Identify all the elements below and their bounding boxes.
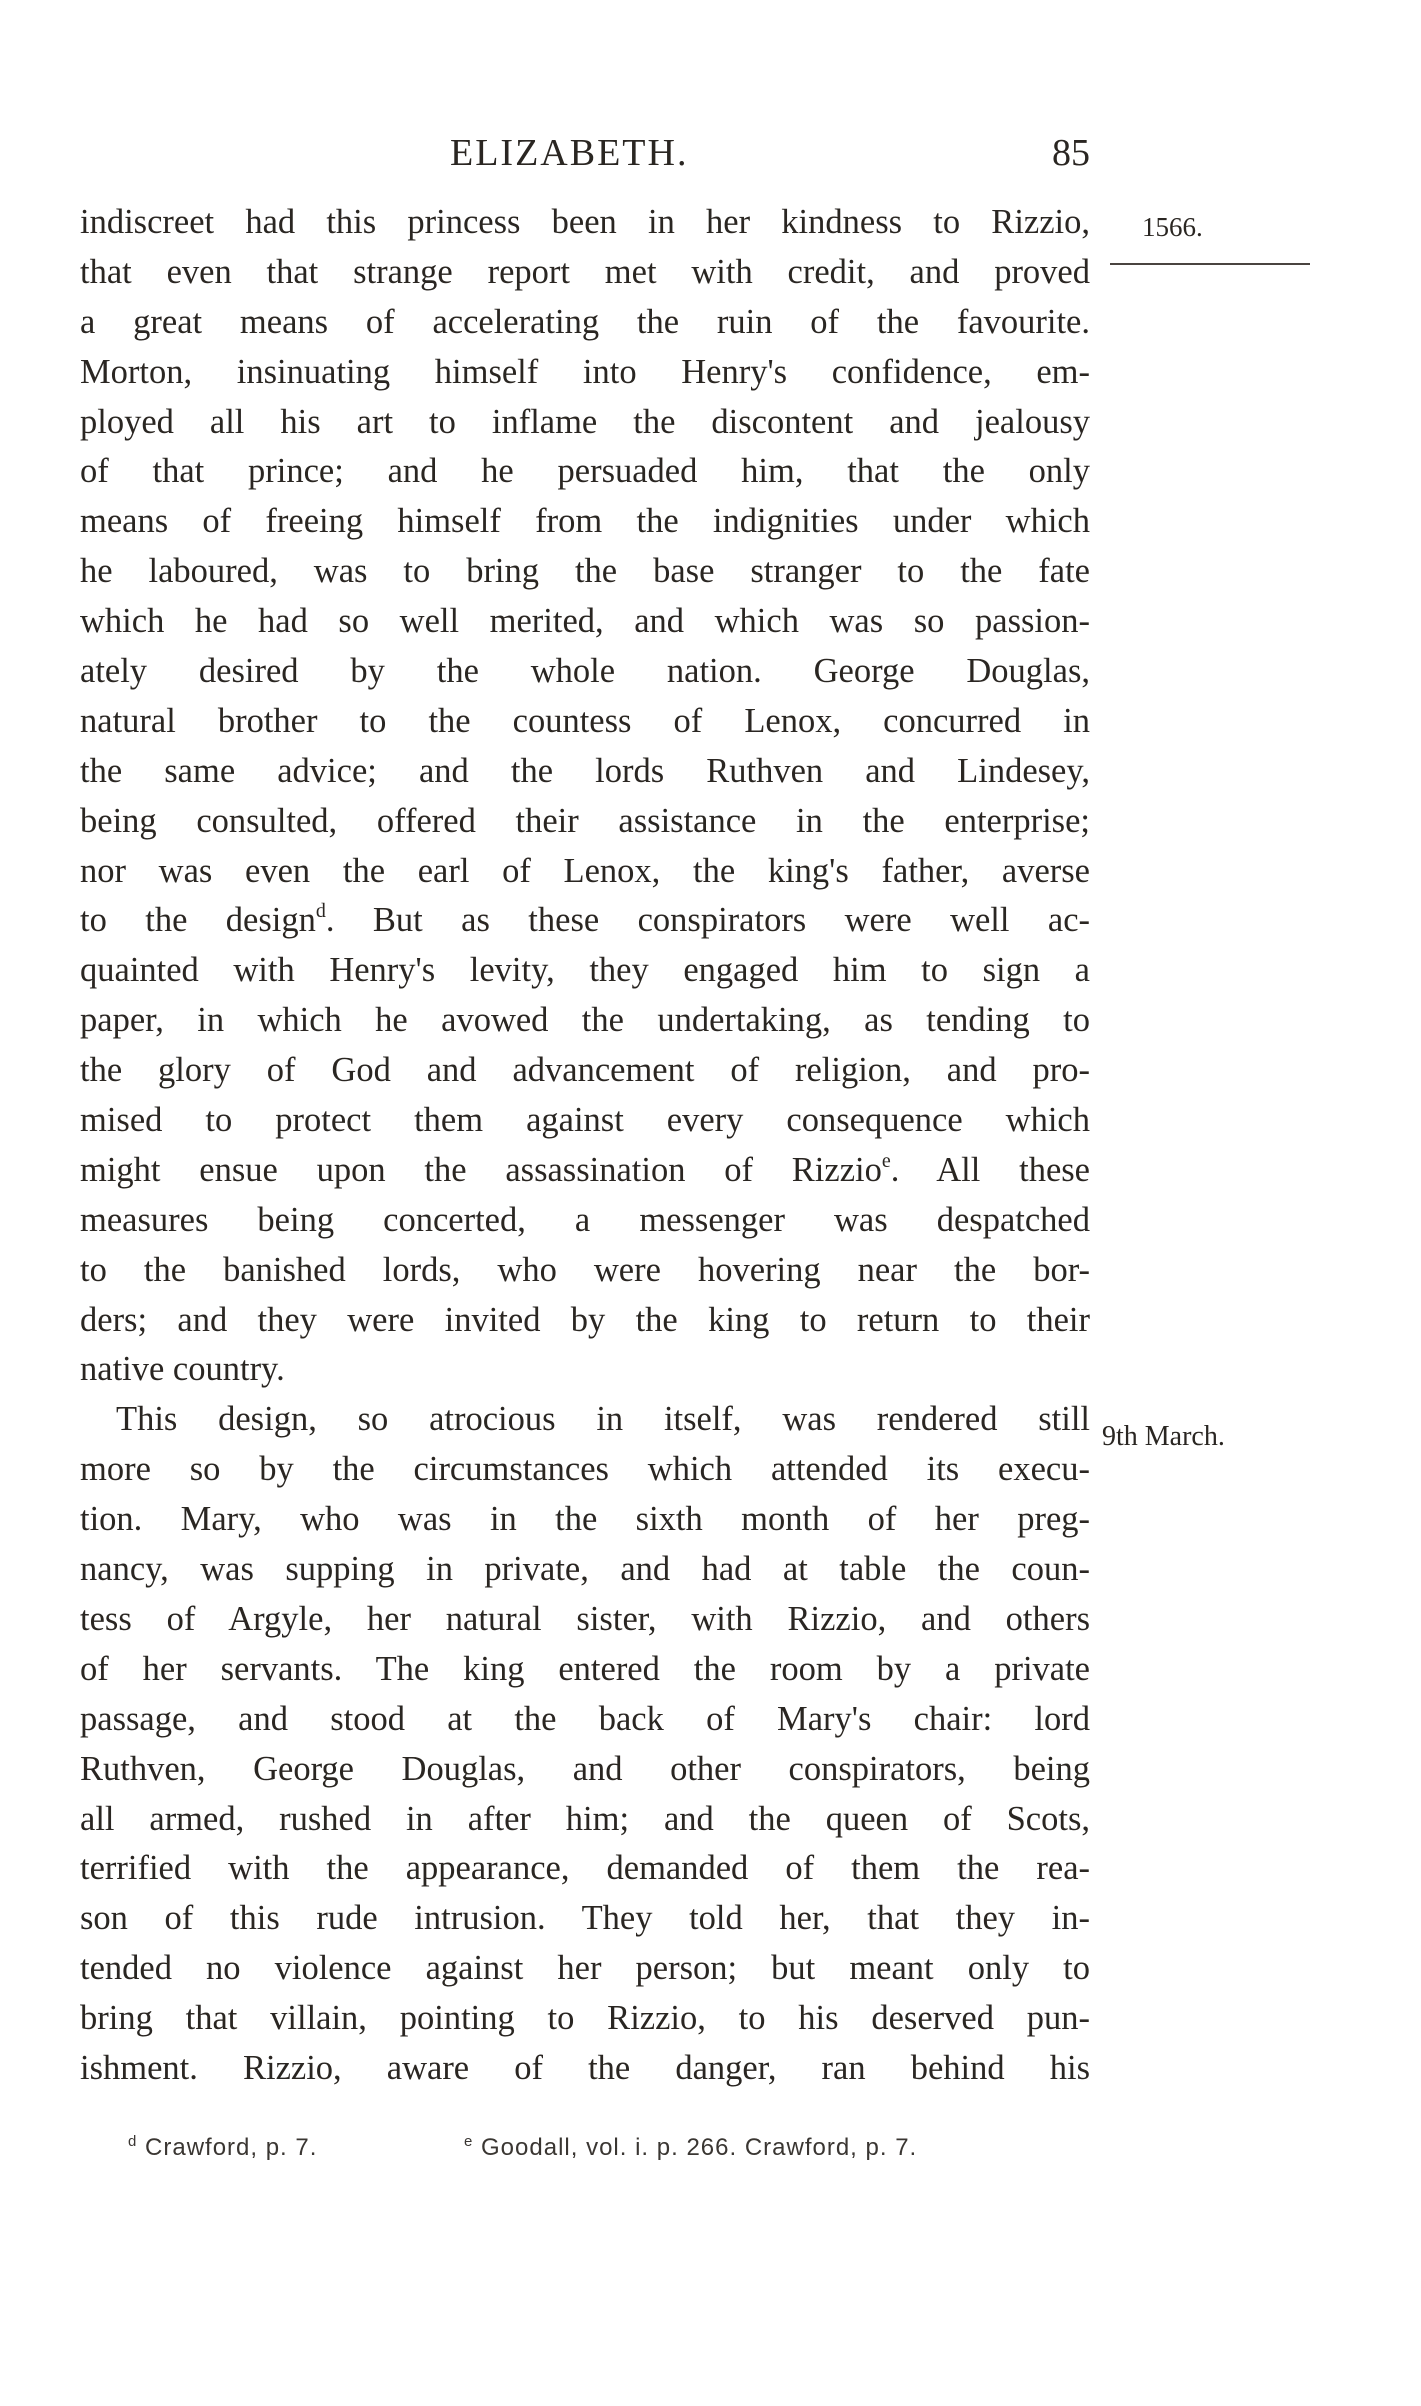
- text-segment: . All these: [890, 1150, 1090, 1189]
- running-title: ELIZABETH.: [450, 132, 689, 174]
- text-line: ders; and they were invited by the king to return to their: [80, 1300, 1090, 1339]
- text-line: the same advice; and the lords Ruthven and Lindesey,: [80, 751, 1090, 790]
- text-segment: to the design: [80, 901, 316, 940]
- page-number: 85: [1052, 132, 1090, 174]
- body-text: [80, 198, 1090, 2094]
- text-line: mised to protect them against every consequence which: [80, 1101, 1090, 1140]
- text-line: being consulted, offered their assistance in the enterprise;: [80, 801, 1090, 840]
- text-line: son of this rude intrusion. They told her, that they in-: [80, 1899, 1090, 1938]
- text-line: the glory of God and advancement of religion, and pro-: [80, 1051, 1090, 1090]
- margin-note-date: 9th March.: [1102, 1421, 1225, 1452]
- text-line: of her servants. The king entered the room by a private: [80, 1649, 1090, 1688]
- text-line: nor was even the earl of Lenox, the king's father, averse: [80, 851, 1090, 890]
- text-line: ployed all his art to inflame the discontent and jealousy: [80, 402, 1090, 441]
- text-line: quainted with Henry's levity, they engaged him to sign a: [80, 951, 1090, 990]
- text-line: means of freeing himself from the indignities under which: [80, 502, 1090, 541]
- text-segment: . But as these conspirators were well ac-: [325, 901, 1090, 940]
- text-line: passage, and stood at the back of Mary's chair: lord: [80, 1699, 1090, 1738]
- text-segment: might ensue upon the assassination of Rizzio: [80, 1150, 882, 1189]
- margin-rule: [1110, 263, 1310, 265]
- text-line: natural brother to the countess of Lenox, concurred in: [80, 701, 1090, 740]
- footnote-d: [128, 2134, 317, 2162]
- text-line: more so by the circumstances which attended its execu-: [80, 1450, 1090, 1489]
- text-line: he laboured, was to bring the base stranger to the fate: [80, 552, 1090, 591]
- text-line: tended no violence against her person; but meant only to: [80, 1949, 1090, 1988]
- text-line: of that prince; and he persuaded him, that the only: [80, 452, 1090, 491]
- text-line: terrified with the appearance, demanded of them the rea-: [80, 1849, 1090, 1888]
- running-header: [80, 128, 1090, 178]
- margin-note-year: 1566.: [1142, 212, 1203, 242]
- text-line: tion. Mary, who was in the sixth month of her preg-: [80, 1500, 1090, 1539]
- footnote-marker: d: [128, 2133, 138, 2150]
- text-line: bring that villain, pointing to Rizzio, to his deserved pun-: [80, 1999, 1090, 2038]
- text-line: that even that strange report met with credit, and proved: [80, 252, 1090, 291]
- text-line: paper, in which he avowed the undertaking, as tending to: [80, 1001, 1090, 1040]
- footnote-text: Goodall, vol. i. p. 266. Crawford, p. 7.: [481, 2134, 918, 2161]
- text-line: ately desired by the whole nation. George Douglas,: [80, 652, 1090, 691]
- footnote-marker: e: [464, 2133, 474, 2150]
- text-line: to the banished lords, who were hovering near the bor-: [80, 1250, 1090, 1289]
- text-line-with-footnote-ref: [80, 1146, 1090, 1196]
- text-line: a great means of accelerating the ruin of the favourite.: [80, 302, 1090, 341]
- text-line: Ruthven, George Douglas, and other conspirators, being: [80, 1749, 1090, 1788]
- footnote-text: Crawford, p. 7.: [145, 2134, 318, 2161]
- text-line: nancy, was supping in private, and had at table the coun-: [80, 1550, 1090, 1589]
- text-line: tess of Argyle, her natural sister, with Rizzio, and others: [80, 1599, 1090, 1638]
- text-line: Morton, insinuating himself into Henry's confidence, em-: [80, 352, 1090, 391]
- footnote-ref-e[interactable]: e: [881, 1149, 891, 1172]
- footnote-ref-d[interactable]: d: [315, 900, 326, 923]
- paragraph-start-line: This design, so atrocious in itself, was rendered still: [116, 1400, 1090, 1439]
- text-line: ishment. Rizzio, aware of the danger, ran behind his: [80, 2048, 1090, 2087]
- text-line: indiscreet had this princess been in her kindness to Rizzio,: [80, 203, 1090, 241]
- text-line: measures being concerted, a messenger was despatched: [80, 1200, 1090, 1239]
- text-line: which he had so well merited, and which was so passion-: [80, 602, 1090, 641]
- text-line: native country.: [80, 1350, 285, 1389]
- text-line-with-footnote-ref: [80, 896, 1090, 946]
- footnote-e: [464, 2134, 917, 2162]
- text-line: all armed, rushed in after him; and the queen of Scots,: [80, 1799, 1090, 1838]
